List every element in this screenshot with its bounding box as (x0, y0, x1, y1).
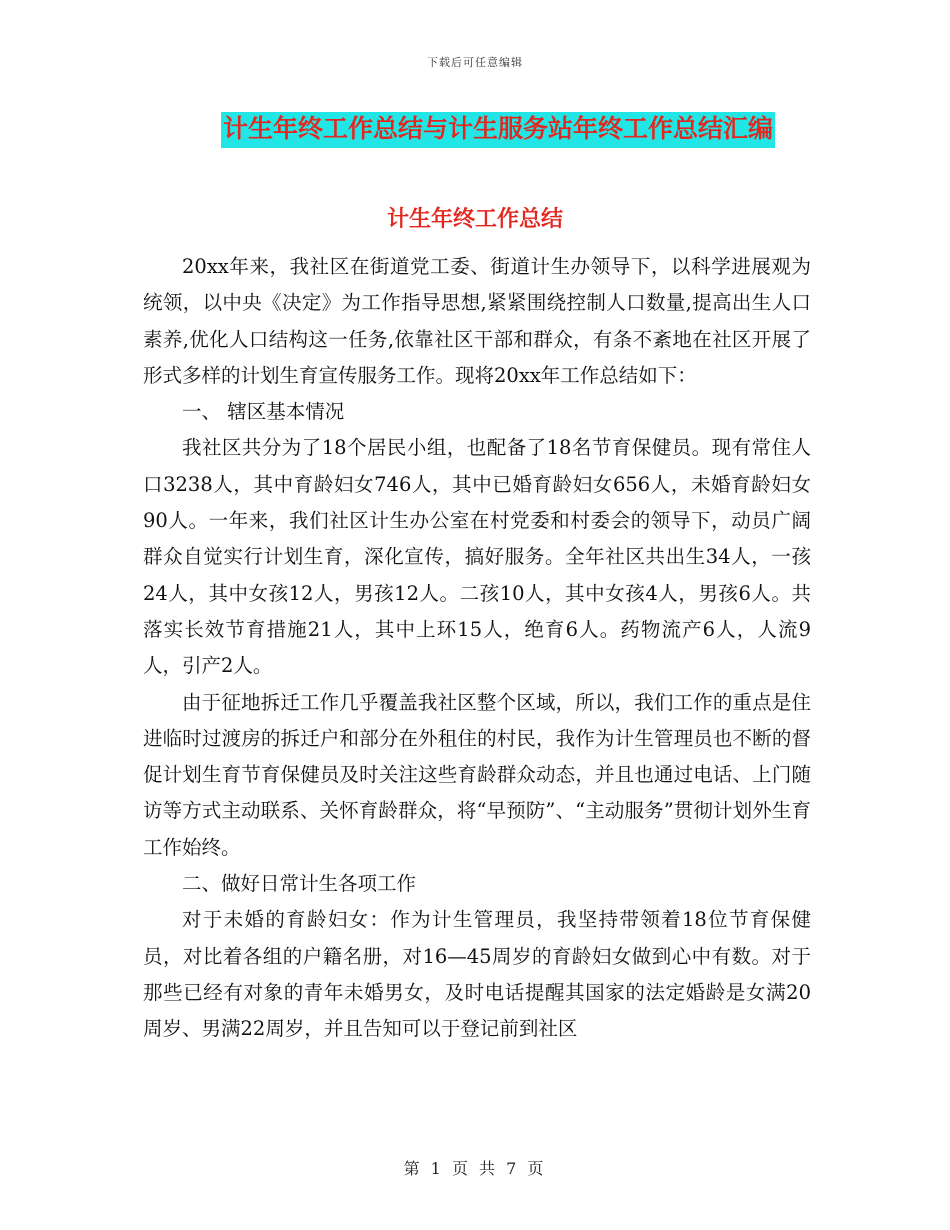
section-title: 计生年终工作总结 (386, 207, 563, 232)
heading-jurisdiction-overview: 一、 辖区基本情况 (182, 400, 345, 424)
document-title: 计生年终工作总结与计生服务站年终工作总结汇编 (221, 112, 775, 148)
main-title-wrap (0, 112, 950, 148)
header-note: 下载后可任意编辑 (427, 56, 523, 69)
paragraph-intro: 20xx年来，我社区在街道党工委、街道计生办领导下，以科学进展观为统领，以中央《决定》为工作指导思想,紧紧围绕控制人口数量,提高出生人口素养,优化人口结构这一任务,依靠社区干部和群众，有条不紊地在社区开展了形式多样的计划生育宣传服务工作。现将20xx年工作总结如下： (143, 255, 811, 387)
heading-daily-work: 二、做好日常计生各项工作 (182, 872, 417, 896)
paragraph-unmarried-women: 对于未婚的育龄妇女：作为计生管理员，我坚持带领着18位节育保健员，对比着各组的户籍名册，对16—45周岁的育龄妇女做到心中有数。对于那些已经有对象的青年未婚男女，及时电话提醒其国家的法定婚龄是女满20周岁、男满22周岁，并且告知可以于登记前到社区 (143, 908, 811, 1041)
page-footer: 第 1 页 共 7 页 (403, 1159, 547, 1178)
document-body (143, 249, 811, 1048)
paragraph-demolition-work: 由于征地拆迁工作几乎覆盖我社区整个区域，所以，我们工作的重点是住进临时过渡房的拆迁户和部分在外租住的村民，我作为计生管理员也不断的督促计划生育节育保健员及时关注这些育龄群众动态，并且也通过电话、上门随访等方式主动联系、关怀育龄群众，将“早预防”、“主动服务”贯彻计划外生育工作始终。 (143, 690, 811, 859)
paragraph-population-stats: 我社区共分为了18个居民小组，也配备了18名节育保健员。现有常住人口3238人，其中育龄妇女746人，其中已婚育龄妇女656人，未婚育龄妇女90人。一年来，我们社区计生办公室在村党委和村委会的领导下，动员广阔群众自觉实行计划生育，深化宣传，搞好服务。全年社区共出生34人，一孩24人，其中女孩12人，男孩12人。二孩10人，其中女孩4人，男孩6人。共落实长效节育措施21人，其中上环15人，绝育6人。药物流产6人，人流9人，引产2人。 (143, 436, 811, 678)
